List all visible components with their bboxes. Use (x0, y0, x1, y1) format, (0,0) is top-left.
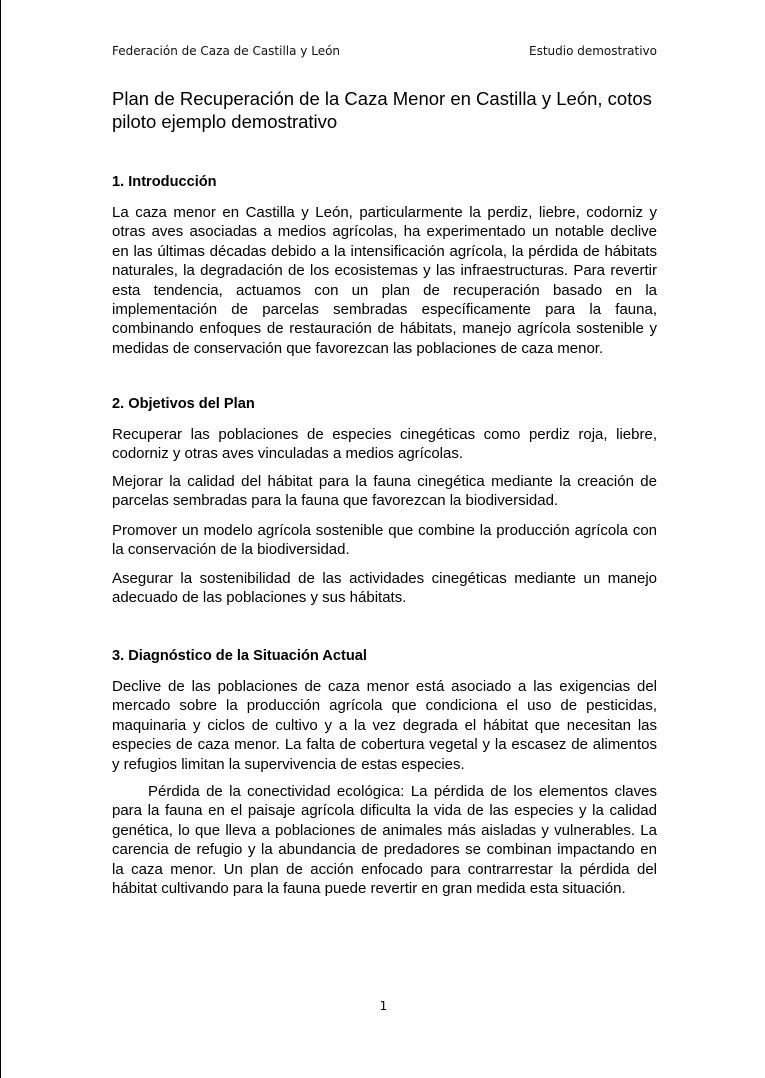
page-number: 1 (379, 999, 388, 1013)
document-title: Plan de Recuperación de la Caza Menor en Castilla y León, cotos piloto ejemplo demostrativo (112, 88, 652, 132)
section-heading-objectives: 2. Objetivos del Plan (112, 396, 255, 412)
document-page (1, 0, 765, 1078)
intro-paragraph: La caza menor en Castilla y León, particularmente la perdiz, liebre, codorniz y otras aves asociadas a medios agrícolas, ha experimentado un notable declive en las últimas décadas debido a la intensificación agrícola, la pérdida de hábitats naturales, la degradación de los ecosistemas y las infraestructuras. Para revertir esta tendencia, actuamos con un plan de recuperación basado en la implementación de parcelas sembradas específicamente para la fauna, combinando enfoques de restauración de hábitats, manejo agrícola sostenible y medidas de conservación que favorezcan las poblaciones de caza menor. (112, 204, 657, 357)
section-heading-diagnosis: 3. Diagnóstico de la Situación Actual (112, 648, 367, 664)
diagnosis-paragraph: Declive de las poblaciones de caza menor está asociado a las exigencias del mercado sobre la producción agrícola que condiciona el uso de pesticidas, maquinaria y ciclos de cultivo y a la vez degrada el hábitat que necesitan las especies de caza menor. La falta de cobertura vegetal y la escasez de alimentos y refugios limitan la supervivencia de estas especies. (112, 678, 657, 773)
diagnosis-paragraph: Pérdida de la conectividad ecológica: La pérdida de los elementos claves para la fauna en el paisaje agrícola dificulta la vida de las especies y la calidad genética, lo que lleva a poblaciones de animales más aisladas y vulnerables. La carencia de refugio y la abundancia de predadores se combinan impactando en la caza menor. Un plan de acción enfocado para contrarrestar la pérdida del hábitat cultivando para la fauna puede revertir en gran medida esta situación. (112, 783, 657, 898)
objective-paragraph: Promover un modelo agrícola sostenible que combine la producción agrícola con la conservación de la biodiversidad. (112, 522, 657, 559)
header-organization: Federación de Caza de Castilla y León (112, 44, 341, 58)
header-study-label: Estudio demostrativo (528, 44, 657, 58)
section-heading-introduction: 1. Introducción (112, 174, 217, 190)
objective-paragraph: Mejorar la calidad del hábitat para la fauna cinegética mediante la creación de parcelas sembradas para la fauna que favorezcan la biodiversidad. (112, 473, 657, 510)
objective-paragraph: Recuperar las poblaciones de especies cinegéticas como perdiz roja, liebre, codorniz y otras aves vinculadas a medios agrícolas. (112, 426, 657, 463)
objective-paragraph: Asegurar la sostenibilidad de las actividades cinegéticas mediante un manejo adecuado de las poblaciones y sus hábitats. (112, 570, 657, 607)
